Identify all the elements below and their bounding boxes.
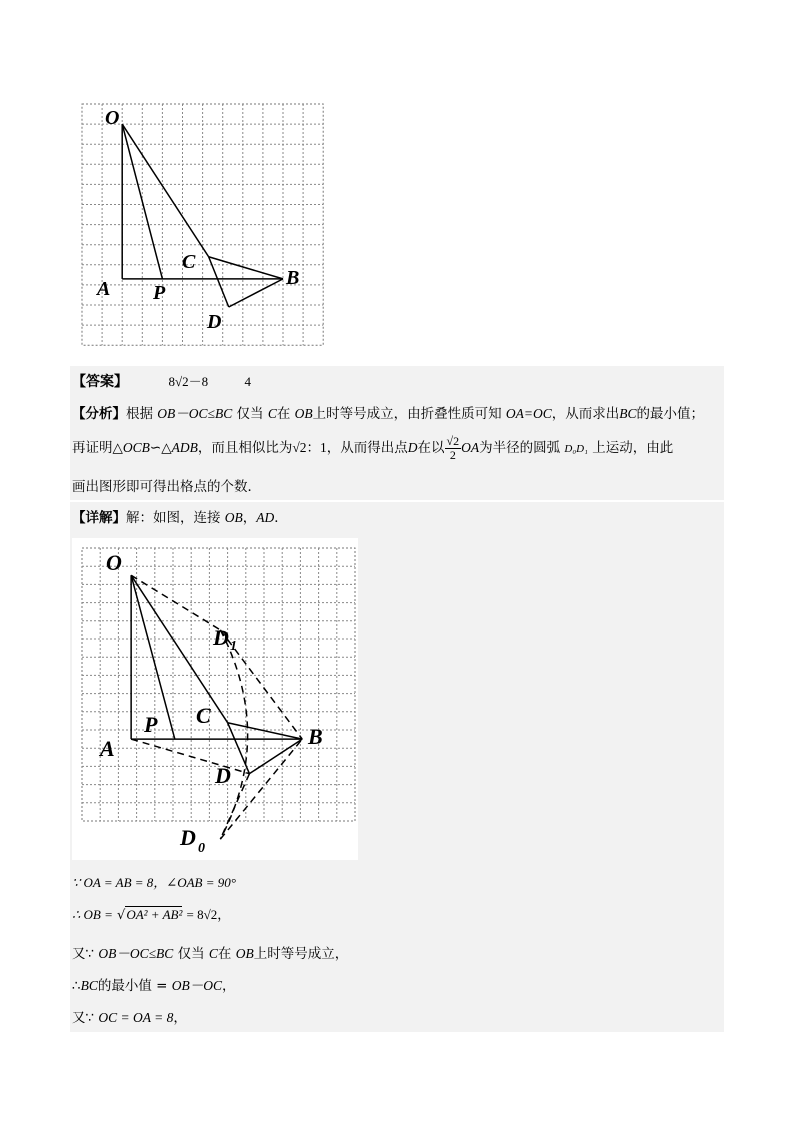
text: ， (222, 978, 236, 994)
label-P: P (144, 712, 158, 737)
dashed-segment (131, 739, 249, 774)
text: ，而且相似比为 (197, 440, 293, 456)
text: 在以 (417, 440, 445, 456)
label-C: C (196, 703, 211, 728)
step-2 (72, 906, 230, 925)
label-A: A (100, 736, 115, 761)
answer-value-1: 8√2－8 (168, 374, 209, 389)
detail-line (72, 509, 288, 527)
math: C (208, 946, 218, 961)
math: D (407, 440, 418, 455)
text: 又∵ (72, 1010, 95, 1026)
label-D: D (207, 311, 222, 333)
step-1: ∵ OA = AB = 8，∠OAB = 90° (72, 875, 236, 890)
label-D1: D (213, 625, 229, 650)
analysis-line-1 (72, 405, 704, 423)
text: ， (173, 1010, 187, 1026)
label-D0: D (180, 825, 196, 850)
label-A: A (97, 278, 111, 300)
text: 上运动，由此 (592, 440, 674, 456)
math: ADB (171, 440, 198, 455)
figure-1-svg (80, 102, 326, 358)
math: √2：1 (292, 440, 327, 455)
math: OB－OC≤BC (157, 406, 233, 421)
text: ， (242, 510, 257, 526)
segment (229, 279, 283, 307)
text: 根据 (126, 406, 153, 422)
text: 在 (217, 946, 232, 962)
label-B: B (286, 267, 300, 289)
figure-2 (72, 538, 358, 860)
analysis-line-2 (72, 434, 673, 463)
analysis-tag: 【分析】 (72, 406, 126, 422)
figure-1 (80, 102, 326, 358)
math: OB－OC≤BC (98, 946, 174, 961)
text: 上时等号成立， (253, 946, 349, 962)
sqrt-sign: √ (117, 908, 126, 923)
fraction (445, 435, 462, 462)
label-D0-subscript: 0 (198, 841, 205, 856)
step-5 (72, 1009, 187, 1027)
segment (122, 124, 162, 279)
text: 画出图形即可得出格点的个数． (72, 479, 261, 495)
label-C: C (182, 251, 196, 273)
text: 的最小值； (636, 406, 705, 422)
label-D: D (215, 763, 231, 788)
math: OB (224, 510, 243, 525)
math: D₀D₁ (564, 443, 588, 455)
math: OA=OC (505, 406, 552, 421)
text: ∴ (72, 978, 81, 994)
text: 在 (276, 406, 291, 422)
numerator: √2 (446, 433, 460, 448)
text: ，从而得出点 (326, 440, 408, 456)
label-D1-subscript: 1 (230, 639, 237, 654)
text: 又∵ (72, 946, 95, 962)
denominator: 2 (449, 447, 456, 462)
label-B: B (308, 724, 323, 749)
segment (249, 739, 302, 774)
text: 的最小值 = (97, 978, 168, 994)
label-P: P (153, 282, 166, 304)
text: ，从而求出 (551, 406, 620, 422)
detail-tag: 【详解】 (72, 510, 126, 526)
text: 仅当 (236, 406, 264, 422)
math: OA² + AB² (126, 907, 183, 922)
text: 再证明△ (72, 440, 123, 456)
segment (209, 257, 229, 307)
text: ． (274, 510, 288, 526)
math: OCB (122, 440, 150, 455)
text: 为半径的圆弧 (479, 440, 561, 456)
segment (228, 723, 303, 739)
answer-value-2: 4 (244, 374, 252, 389)
dashed-segment (220, 739, 302, 839)
segment (209, 257, 283, 279)
figure-2-svg (72, 538, 358, 860)
math: C (267, 406, 277, 421)
text: 仅当 (177, 946, 205, 962)
step-3 (72, 945, 348, 963)
label-O: O (105, 107, 120, 129)
math: OA (461, 440, 480, 455)
answer-line (72, 373, 251, 391)
math: OB (294, 406, 313, 421)
math: BC (80, 978, 98, 993)
text: 解：如图，连接 (126, 510, 221, 526)
math: ∴ OB = (72, 907, 113, 922)
analysis-line-3 (72, 478, 261, 496)
math: OB (235, 946, 254, 961)
math: OB－OC (171, 978, 223, 993)
label-O: O (106, 550, 122, 575)
math: = 8√2， (186, 907, 231, 922)
answer-tag: 【答案】 (72, 374, 128, 390)
math: AD (256, 510, 275, 525)
math: OC = OA = 8 (98, 1010, 174, 1025)
text: ∽△ (149, 440, 172, 456)
math: BC (619, 406, 637, 421)
text: 上时等号成立，由折叠性质可知 (312, 406, 502, 422)
step-4 (72, 977, 236, 995)
